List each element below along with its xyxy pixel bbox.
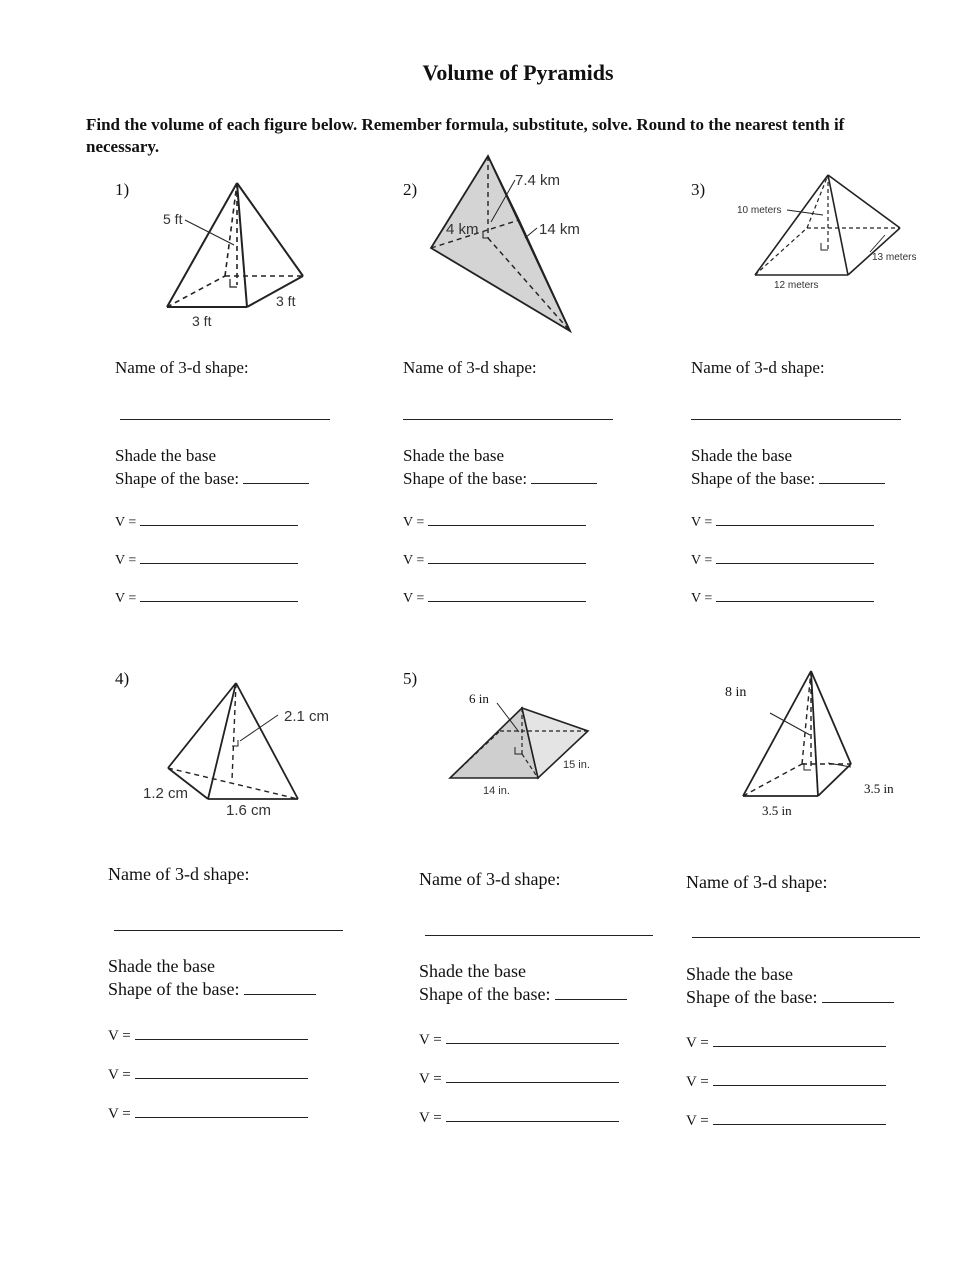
- v-label: V =: [108, 1106, 131, 1122]
- problem-2-base: [403, 444, 597, 490]
- v-label: V =: [108, 1067, 131, 1083]
- problem-6-answers: [686, 871, 827, 894]
- problem-2-number: 2): [403, 180, 418, 199]
- shade-prompt: Shade the base: [115, 446, 217, 465]
- name-prompt: Name of 3-d shape:: [686, 872, 828, 892]
- volume-blank[interactable]: [135, 1063, 308, 1079]
- problem-5-number: 5): [403, 669, 418, 688]
- shade-prompt: Shade the base: [691, 446, 793, 465]
- problem-6-figure: [718, 665, 918, 825]
- base-shape-blank[interactable]: [822, 987, 894, 1003]
- volume-blank[interactable]: [135, 1024, 308, 1040]
- volume-blank[interactable]: [716, 510, 874, 526]
- base-shape-blank[interactable]: [555, 984, 627, 1000]
- problem-4-number: 4): [115, 669, 130, 688]
- problem-4-volume: [108, 1024, 308, 1126]
- problem-1-volume: [115, 510, 298, 610]
- name-prompt: Name of 3-d shape:: [115, 358, 249, 377]
- problem-5-base: [419, 960, 627, 1006]
- problem-5-answers: [419, 868, 560, 891]
- volume-blank[interactable]: [716, 586, 874, 602]
- shade-prompt: Shade the base: [419, 961, 526, 981]
- base-shape-blank[interactable]: [531, 468, 597, 484]
- dim-label: 2.1 cm: [284, 708, 330, 725]
- dim-label: 1.6 cm: [226, 802, 272, 819]
- v-label: V =: [686, 1035, 709, 1051]
- problem-4-figure: [140, 675, 340, 825]
- dim-label: 10 meters: [737, 205, 782, 216]
- problem-4-answers: [108, 863, 249, 886]
- v-label: V =: [115, 515, 137, 530]
- dim-label: 12 meters: [774, 280, 819, 291]
- base-shape-blank[interactable]: [243, 468, 309, 484]
- problem-5-volume: [419, 1028, 619, 1130]
- dim-label: 3 ft: [192, 313, 212, 329]
- shade-prompt: Shade the base: [403, 446, 505, 465]
- volume-blank[interactable]: [428, 586, 586, 602]
- v-label: V =: [419, 1110, 442, 1126]
- v-label: V =: [403, 515, 425, 530]
- dim-label: 6 in: [469, 691, 489, 706]
- v-label: V =: [691, 591, 713, 606]
- volume-blank[interactable]: [713, 1109, 886, 1125]
- problem-3-volume: [691, 510, 874, 610]
- dim-label: 7.4 km: [515, 172, 561, 189]
- dim-label: 4 km: [446, 221, 479, 238]
- shade-prompt: Shade the base: [108, 956, 215, 976]
- v-label: V =: [115, 591, 137, 606]
- dim-label: 3.5 in: [864, 781, 894, 796]
- problem-3-answers: [691, 356, 825, 379]
- v-label: V =: [686, 1113, 709, 1129]
- v-label: V =: [403, 591, 425, 606]
- problem-2-figure: [425, 150, 595, 335]
- base-shape-blank[interactable]: [819, 468, 885, 484]
- shape-name-blank[interactable]: [403, 418, 613, 420]
- v-label: V =: [691, 553, 713, 568]
- dim-label: 15 in.: [563, 759, 590, 771]
- volume-blank[interactable]: [446, 1067, 619, 1083]
- problem-6-base: [686, 963, 894, 1009]
- volume-blank[interactable]: [140, 510, 298, 526]
- problem-2-volume: [403, 510, 586, 610]
- problem-6-volume: [686, 1031, 886, 1133]
- dim-label: 8 in: [725, 685, 747, 700]
- dim-label: 3.5 in: [762, 803, 792, 818]
- volume-blank[interactable]: [135, 1102, 308, 1118]
- problem-3-figure: [735, 170, 920, 295]
- instructions: Find the volume of each figure below. Remember formula, substitute, solve. Round to the nearest tenth if necessary.: [86, 115, 845, 156]
- v-label: V =: [419, 1032, 442, 1048]
- problem-2-answers: [403, 356, 537, 379]
- worksheet-title: Volume of Pyramids: [422, 60, 614, 85]
- volume-blank[interactable]: [713, 1031, 886, 1047]
- shade-prompt: Shade the base: [686, 964, 793, 984]
- base-prompt: Shape of the base:: [403, 469, 528, 488]
- dim-label: 1.2 cm: [143, 785, 189, 802]
- v-label: V =: [108, 1028, 131, 1044]
- base-prompt: Shape of the base:: [691, 469, 816, 488]
- problem-1-base: [115, 444, 309, 490]
- problem-3-base: [691, 444, 885, 490]
- base-prompt: Shape of the base:: [419, 984, 551, 1004]
- dim-label: 3 ft: [276, 293, 296, 309]
- shape-name-blank[interactable]: [425, 934, 653, 936]
- problem-1-number: 1): [115, 180, 130, 199]
- problem-1-figure: [150, 175, 320, 335]
- dim-label: 13 meters: [872, 252, 917, 263]
- name-prompt: Name of 3-d shape:: [691, 358, 825, 377]
- volume-blank[interactable]: [428, 548, 586, 564]
- volume-blank[interactable]: [446, 1028, 619, 1044]
- volume-blank[interactable]: [140, 548, 298, 564]
- name-prompt: Name of 3-d shape:: [419, 869, 561, 889]
- v-label: V =: [419, 1071, 442, 1087]
- dim-label: 14 in.: [483, 785, 510, 797]
- v-label: V =: [691, 515, 713, 530]
- problem-3-number: 3): [691, 180, 706, 199]
- base-prompt: Shape of the base:: [115, 469, 240, 488]
- v-label: V =: [115, 553, 137, 568]
- volume-blank[interactable]: [713, 1070, 886, 1086]
- problem-1-answers: [115, 356, 249, 379]
- shape-name-blank[interactable]: [691, 418, 901, 420]
- dim-label: 5 ft: [163, 211, 183, 227]
- problem-5-figure: [445, 688, 605, 803]
- shape-name-blank[interactable]: [114, 929, 343, 931]
- base-prompt: Shape of the base:: [108, 979, 240, 999]
- volume-blank[interactable]: [428, 510, 586, 526]
- volume-blank[interactable]: [716, 548, 874, 564]
- base-prompt: Shape of the base:: [686, 987, 818, 1007]
- name-prompt: Name of 3-d shape:: [403, 358, 537, 377]
- volume-blank[interactable]: [140, 586, 298, 602]
- volume-blank[interactable]: [446, 1106, 619, 1122]
- problem-4-base: [108, 955, 316, 1001]
- v-label: V =: [403, 553, 425, 568]
- v-label: V =: [686, 1074, 709, 1090]
- dim-label: 14 km: [539, 221, 580, 238]
- shape-name-blank[interactable]: [120, 418, 330, 420]
- shape-name-blank[interactable]: [692, 936, 920, 938]
- base-shape-blank[interactable]: [244, 979, 316, 995]
- name-prompt: Name of 3-d shape:: [108, 864, 250, 884]
